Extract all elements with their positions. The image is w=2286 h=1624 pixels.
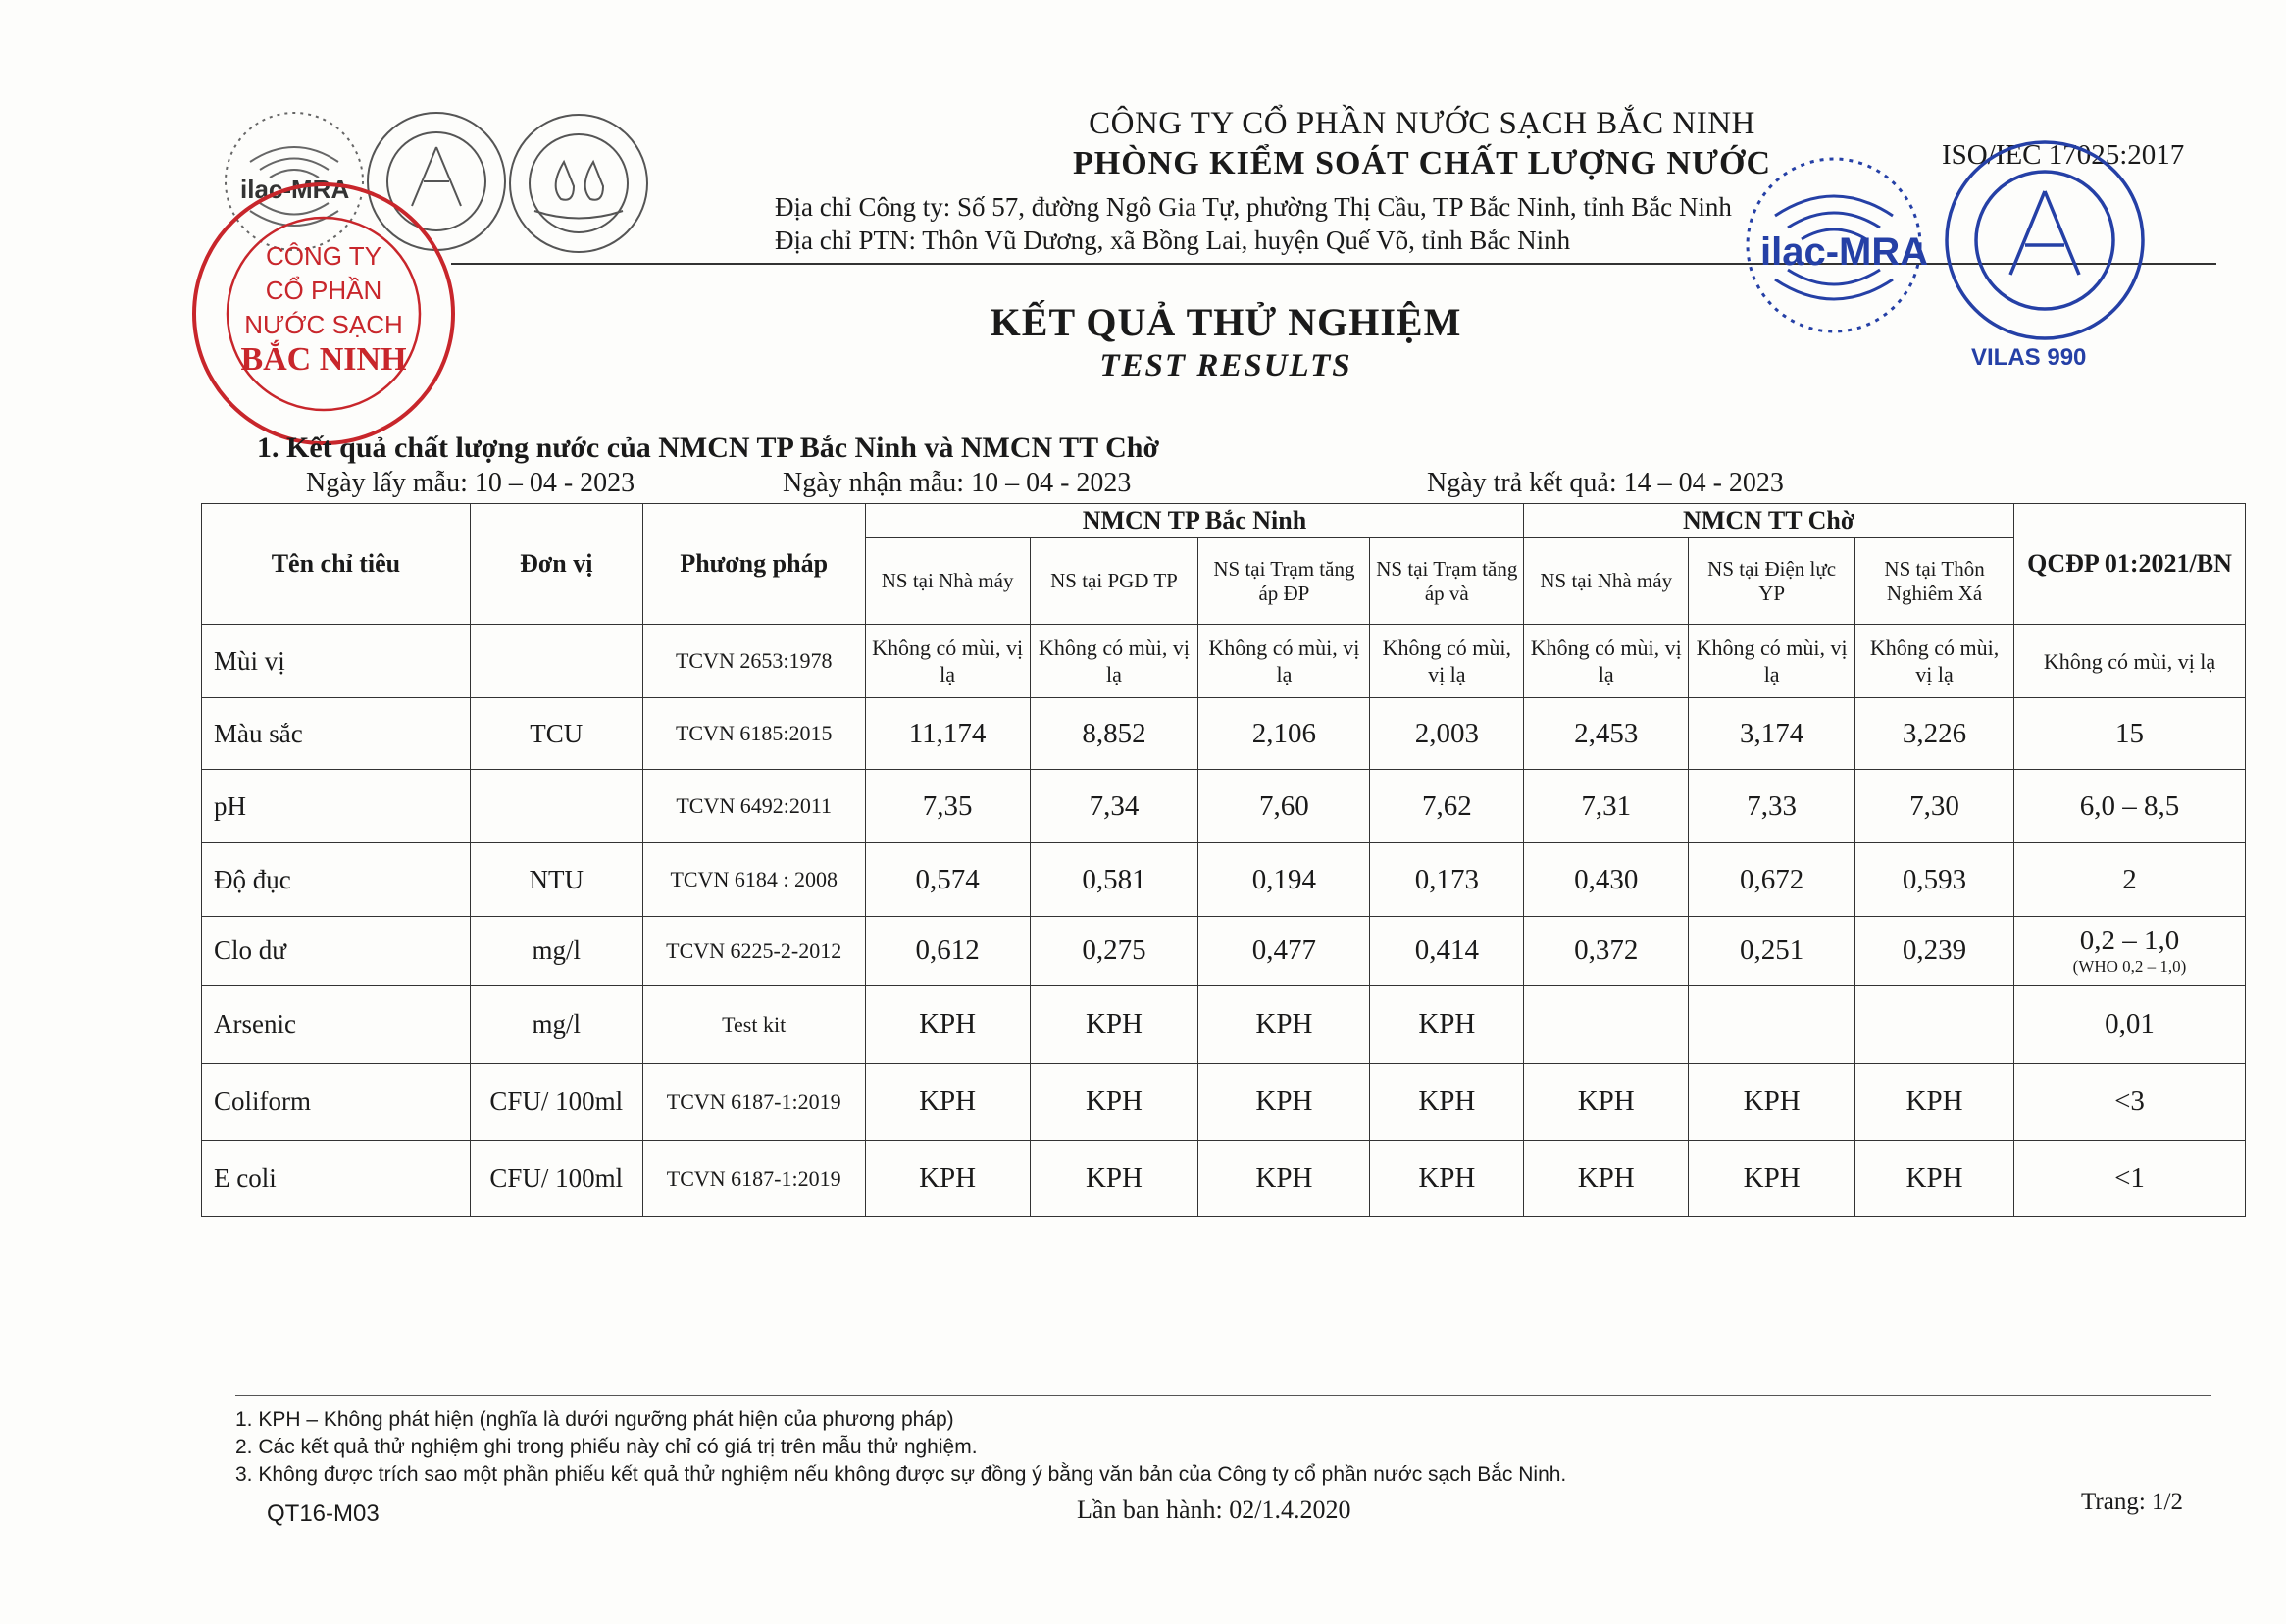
cell-standard <box>2014 986 2246 1064</box>
cell-value: 0,574 <box>865 843 1030 917</box>
cell-standard <box>2014 625 2246 698</box>
note-item: 3. Không được trích sao một phần phiếu kết quả thử nghiệm nếu không được sự đồng ý bằng văn bản của Công ty cổ phần nước sạch Bắc Ninh. <box>235 1463 1567 1486</box>
cell-value: 0,372 <box>1524 917 1689 986</box>
cell-unit: mg/l <box>470 986 642 1064</box>
result-date: Ngày trả kết quả: 14 – 04 - 2023 <box>1427 468 1784 498</box>
cell-standard <box>2014 1141 2246 1217</box>
company-name: CÔNG TY CỔ PHẦN NƯỚC SẠCH BẮC NINH <box>1089 106 1755 141</box>
standard-value: <3 <box>2114 1086 2145 1117</box>
water-drop-logo <box>510 115 647 252</box>
results-body <box>202 625 2246 1217</box>
seal-line4: BẮC NINH <box>240 341 407 378</box>
cell-value: KPH <box>1198 986 1370 1064</box>
cell-parameter: Clo dư <box>202 917 471 986</box>
cell-value: 0,414 <box>1370 917 1524 986</box>
standard-value: <1 <box>2114 1162 2145 1193</box>
cell-value: 0,593 <box>1855 843 2014 917</box>
cell-standard <box>2014 917 2246 986</box>
header-col: NS tại PGD TP <box>1030 538 1198 625</box>
header-name: Tên chỉ tiêu <box>202 504 471 625</box>
cell-value: 0,477 <box>1198 917 1370 986</box>
cell-method: TCVN 6187-1:2019 <box>642 1141 865 1217</box>
table-row <box>202 1064 2246 1141</box>
table-row <box>202 917 2246 986</box>
header-group-tt-cho: NMCN TT Chờ <box>1524 504 2014 538</box>
cell-value: 3,226 <box>1855 698 2014 770</box>
table-row <box>202 843 2246 917</box>
cell-value: KPH <box>1689 1141 1855 1217</box>
cell-unit: mg/l <box>470 917 642 986</box>
results-table <box>201 503 2246 1217</box>
table-row <box>202 698 2246 770</box>
cell-parameter: Màu sắc <box>202 698 471 770</box>
cell-parameter: E coli <box>202 1141 471 1217</box>
header-unit: Đơn vị <box>470 504 642 625</box>
cell-method: TCVN 6185:2015 <box>642 698 865 770</box>
right-logos <box>1731 137 2172 373</box>
ilac-text-left: ilac-MRA <box>240 175 350 204</box>
ilac-text-right: ilac-MRA <box>1760 230 1929 274</box>
standard-note: (WHO 0,2 – 1,0) <box>2072 957 2187 976</box>
cell-value: 0,239 <box>1855 917 2014 986</box>
cell-method: TCVN 6184 : 2008 <box>642 843 865 917</box>
bureau-logo-left <box>368 113 505 250</box>
cell-value: Không có mùi, vị lạ <box>1524 625 1689 698</box>
cell-value: 0,612 <box>865 917 1030 986</box>
cell-unit: TCU <box>470 698 642 770</box>
cell-value: 0,581 <box>1030 843 1198 917</box>
header-col: NS tại Trạm tăng áp ĐP <box>1198 538 1370 625</box>
standard-value: 2 <box>2122 863 2137 895</box>
cell-parameter: Coliform <box>202 1064 471 1141</box>
cell-value: KPH <box>1524 1064 1689 1141</box>
standard-value: 6,0 – 8,5 <box>2079 789 2180 822</box>
cell-value <box>1855 986 2014 1064</box>
header-method: Phương pháp <box>642 504 865 625</box>
lab-address: Địa chỉ PTN: Thôn Vũ Dương, xã Bồng Lai, huyện Quế Võ, tỉnh Bắc Ninh <box>775 226 1571 255</box>
cell-parameter: Arsenic <box>202 986 471 1064</box>
cell-value: KPH <box>1524 1141 1689 1217</box>
cell-method: TCVN 6492:2011 <box>642 770 865 843</box>
cell-value: 8,852 <box>1030 698 1198 770</box>
header-col: NS tại Trạm tăng áp và <box>1370 538 1524 625</box>
cell-parameter: Mùi vị <box>202 625 471 698</box>
standard-value: 0,01 <box>2105 1008 2155 1040</box>
standard-value: 0,2 – 1,0 <box>2079 925 2180 956</box>
cell-value: Không có mùi, vị lạ <box>1855 625 2014 698</box>
cell-value: KPH <box>865 1064 1030 1141</box>
seal-line2: CỔ PHẦN <box>265 276 382 305</box>
lab-name: PHÒNG KIỂM SOÁT CHẤT LƯỢNG NƯỚC <box>1073 145 1771 181</box>
cell-value: 7,62 <box>1370 770 1524 843</box>
cell-value: KPH <box>1855 1064 2014 1141</box>
cell-standard <box>2014 770 2246 843</box>
cell-value: 7,34 <box>1030 770 1198 843</box>
cell-unit <box>470 625 642 698</box>
cell-value: KPH <box>1855 1141 2014 1217</box>
seal-line3: NƯỚC SẠCH <box>244 310 403 339</box>
document-title-en: TEST RESULTS <box>1099 348 1352 383</box>
seal-line1: CÔNG TY <box>266 241 381 271</box>
cell-value: KPH <box>1370 1064 1524 1141</box>
cell-value: 0,430 <box>1524 843 1689 917</box>
standard-value: Không có mùi, vị lạ <box>2043 648 2216 674</box>
document-title: KẾT QUẢ THỬ NGHIỆM <box>990 300 1462 344</box>
cell-method: TCVN 2653:1978 <box>642 625 865 698</box>
cell-standard <box>2014 1064 2246 1141</box>
cell-value: KPH <box>1198 1064 1370 1141</box>
cell-value: 3,174 <box>1689 698 1855 770</box>
cell-value: Không có mùi, vị lạ <box>1198 625 1370 698</box>
header-col: NS tại Thôn Nghiêm Xá <box>1855 538 2014 625</box>
cell-value: 7,33 <box>1689 770 1855 843</box>
cell-value: KPH <box>865 986 1030 1064</box>
notes-divider <box>235 1395 2211 1396</box>
header-standard: QCĐP 01:2021/BN <box>2014 504 2246 625</box>
cell-method: TCVN 6187-1:2019 <box>642 1064 865 1141</box>
vilas-logo <box>1947 142 2143 338</box>
table-row <box>202 625 2246 698</box>
cell-value: 0,672 <box>1689 843 1855 917</box>
cell-method: TCVN 6225-2-2012 <box>642 917 865 986</box>
cell-value <box>1524 986 1689 1064</box>
cell-unit: NTU <box>470 843 642 917</box>
left-logos <box>157 93 667 466</box>
cell-value: KPH <box>1689 1064 1855 1141</box>
cell-value: KPH <box>1030 1064 1198 1141</box>
cell-value: 2,003 <box>1370 698 1524 770</box>
cell-value: Không có mùi, vị lạ <box>865 625 1030 698</box>
form-code: QT16-M03 <box>267 1500 380 1527</box>
note-item: 1. KPH – Không phát hiện (nghĩa là dưới ngưỡng phát hiện của phương pháp) <box>235 1408 954 1431</box>
table-row <box>202 1141 2246 1217</box>
cell-value: 2,453 <box>1524 698 1689 770</box>
page-number: Trang: 1/2 <box>2081 1489 2183 1515</box>
cell-value: Không có mùi, vị lạ <box>1030 625 1198 698</box>
cell-unit: CFU/ 100ml <box>470 1141 642 1217</box>
issue-version: Lần ban hành: 02/1.4.2020 <box>1077 1496 1351 1524</box>
cell-value: 11,174 <box>865 698 1030 770</box>
cell-parameter: pH <box>202 770 471 843</box>
section-heading: 1. Kết quả chất lượng nước của NMCN TP Bắc Ninh và NMCN TT Chờ <box>257 431 1160 464</box>
header-col: NS tại Nhà máy <box>1524 538 1689 625</box>
cell-standard <box>2014 843 2246 917</box>
table-row <box>202 770 2246 843</box>
note-item: 2. Các kết quả thử nghiệm ghi trong phiếu này chỉ có giá trị trên mẫu thử nghiệm. <box>235 1436 978 1458</box>
cell-method: Test kit <box>642 986 865 1064</box>
cell-value: Không có mùi, vị lạ <box>1689 625 1855 698</box>
cell-value: KPH <box>1030 1141 1198 1217</box>
cell-value: KPH <box>865 1141 1030 1217</box>
cell-value: 7,31 <box>1524 770 1689 843</box>
cell-unit <box>470 770 642 843</box>
standard-value: 15 <box>2115 717 2144 749</box>
company-address: Địa chỉ Công ty: Số 57, đường Ngô Gia Tự, phường Thị Cầu, TP Bắc Ninh, tỉnh Bắc Ninh <box>775 192 1732 222</box>
cell-value: 7,35 <box>865 770 1030 843</box>
cell-value: 0,251 <box>1689 917 1855 986</box>
received-date: Ngày nhận mẫu: 10 – 04 - 2023 <box>783 468 1132 498</box>
cell-value: KPH <box>1198 1141 1370 1217</box>
cell-parameter: Độ đục <box>202 843 471 917</box>
cell-value: 7,30 <box>1855 770 2014 843</box>
cell-value: 0,275 <box>1030 917 1198 986</box>
cell-standard <box>2014 698 2246 770</box>
cell-value: 0,173 <box>1370 843 1524 917</box>
cell-value <box>1689 986 1855 1064</box>
cell-value: 7,60 <box>1198 770 1370 843</box>
cell-value: 0,194 <box>1198 843 1370 917</box>
header-col: NS tại Nhà máy <box>865 538 1030 625</box>
cell-unit: CFU/ 100ml <box>470 1064 642 1141</box>
cell-value: Không có mùi, vị lạ <box>1370 625 1524 698</box>
sample-date: Ngày lấy mẫu: 10 – 04 - 2023 <box>306 468 635 498</box>
cell-value: KPH <box>1370 1141 1524 1217</box>
iso-standard: ISO/IEC 17025:2017 <box>1942 139 2185 171</box>
notes-list <box>235 1406 1566 1489</box>
table-row <box>202 986 2246 1064</box>
header-group-bac-ninh: NMCN TP Bắc Ninh <box>865 504 1524 538</box>
cell-value: KPH <box>1370 986 1524 1064</box>
cell-value: KPH <box>1030 986 1198 1064</box>
cell-value: 2,106 <box>1198 698 1370 770</box>
header-col: NS tại Điện lực YP <box>1689 538 1855 625</box>
vilas-text: VILAS 990 <box>1971 344 2087 371</box>
